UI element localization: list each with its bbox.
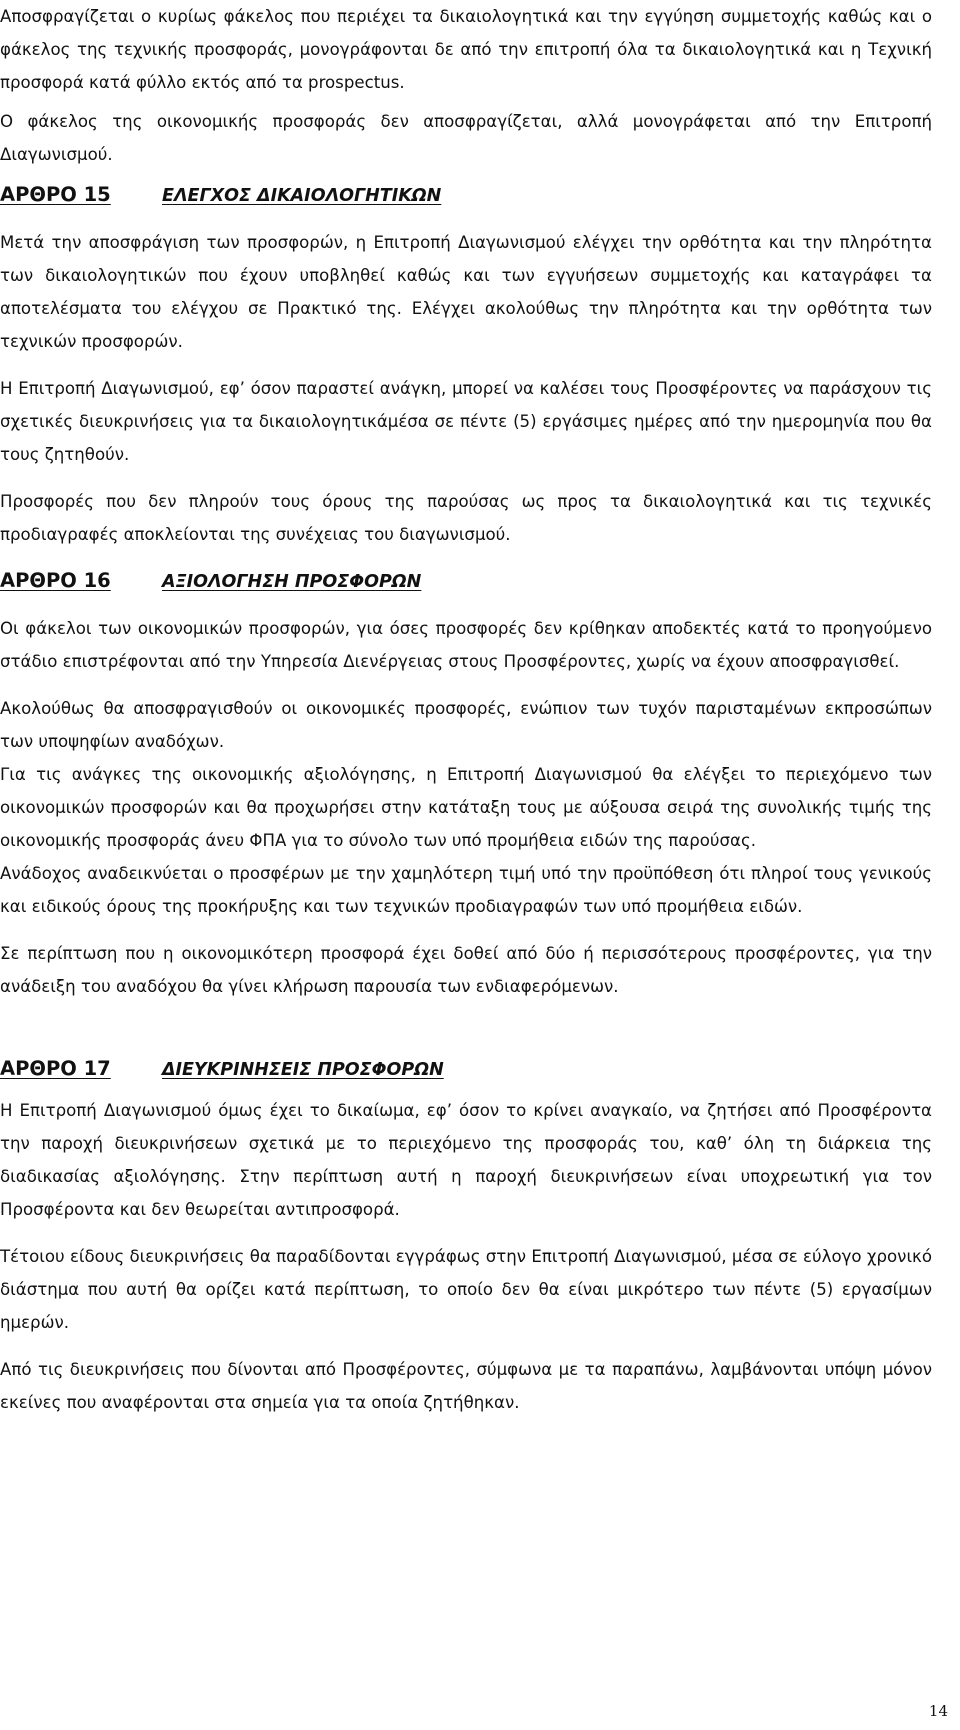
article-17-paragraph-1: Η Επιτροπή Διαγωνισμού όμως έχει το δικαίωμα, εφ’ όσον το κρίνει αναγκαίο, να ζητήσει από Προσφέροντα την παροχή διευκρινήσεων σχετικά με το περιεχόμενο της προσφοράς του, καθ’ όλη τη διάρκεια της διαδικασίας αξιολόγησης. Στην περίπτωση αυτή η παροχή διευκρινήσεων είναι υποχρεωτική για τον Προσφέροντα και δεν θεωρείται αντιπροσφορά. [0,1101,932,1219]
article-17-paragraph-2: Τέτοιου είδους διευκρινήσεις θα παραδίδονται εγγράφως στην Επιτροπή Διαγωνισμού, μέσα σε εύλογο χρονικό διάστημα που αυτή θα ορίζει κατά περίπτωση, το οποίο δεν θα είναι μικρότερο των πέντε (5) εργασίμων ημερών. [0,1247,932,1332]
article-17-section [0,1049,932,1419]
page-number: 14 [928,1702,948,1720]
article-16-heading [0,561,932,602]
intro-section [0,0,932,171]
article-15-number: ΑΡΘΡΟ 15 [0,183,111,206]
article-16-paragraph-2: Ακολούθως θα αποσφραγισθούν οι οικονομικές προσφορές, ενώπιον των τυχόν παρισταμένων εκπροσώπων των υποψηφίων αναδόχων. [0,699,932,751]
article-15-title: ΕΛΕΓΧΟΣ ΔΙΚΑΙΟΛΟΓΗΤΙΚΩΝ [162,186,442,206]
article-15-paragraph-2: Η Επιτροπή Διαγωνισμού, εφ’ όσον παραστεί ανάγκη, μπορεί να καλέσει τους Προσφέροντες να παράσχουν τις σχετικές διευκρινήσεις για τα δικαιολογητικάμέσα σε πέντε (5) εργάσιμες ημέρες από την ημερομηνία που θα τους ζητηθούν. [0,379,932,464]
article-15-paragraph-1: Μετά την αποσφράγιση των προσφορών, η Επιτροπή Διαγωνισμού ελέγχει την ορθότητα και την πληρότητα των δικαιολογητικών που έχουν υποβληθεί καθώς και των εγγυήσεων συμμετοχής και καταγράφει τα αποτελέσματα του ελέγχου σε Πρακτικό της. Ελέγχει ακολούθως την πληρότητα και την ορθότητα των τεχνικών προσφορών. [0,233,932,351]
article-16-number: ΑΡΘΡΟ 16 [0,569,111,592]
article-17-title: ΔΙΕΥΚΡΙΝΗΣΕΙΣ ΠΡΟΣΦΟΡΩΝ [162,1060,444,1080]
article-15-section [0,175,932,551]
article-16-paragraph-4: Ανάδοχος αναδεικνύεται ο προσφέρων με την χαμηλότερη τιμή υπό την προϋπόθεση ότι πληροί τους γενικούς και ειδικούς όρους της προκήρυξης και των τεχνικών προδιαγραφών των υπό προμήθεια ειδών. [0,864,932,916]
article-16-section [0,561,932,1003]
intro-paragraph-1: Αποσφραγίζεται ο κυρίως φάκελος που περιέχει τα δικαιολογητικά και την εγγύηση συμμετοχής καθώς και ο φάκελος της τεχνικής προσφοράς, μονογράφονται δε από την επιτροπή όλα τα δικαιολογητικά και η Τεχνική προσφορά κατά φύλλο εκτός από τα prospectus. [0,7,932,92]
article-16-title: ΑΞΙΟΛΟΓΗΣΗ ΠΡΟΣΦΟΡΩΝ [162,572,422,592]
article-16-paragraph-1: Οι φάκελοι των οικονομικών προσφορών, για όσες προσφορές δεν κρίθηκαν αποδεκτές κατά το προηγούμενο στάδιο επιστρέφονται από την Υπηρεσία Διενέργειας στους Προσφέροντες, χωρίς να έχουν αποσφραγισθεί. [0,619,932,671]
article-15-paragraph-3: Προσφορές που δεν πληρούν τους όρους της παρούσας ως προς τα δικαιολογητικά και τις τεχνικές προδιαγραφές αποκλείονται της συνέχειας του διαγωνισμού. [0,492,932,544]
article-17-paragraph-3: Από τις διευκρινήσεις που δίνονται από Προσφέροντες, σύμφωνα με τα παραπάνω, λαμβάνονται υπόψη μόνον εκείνες που αναφέρονται στα σημεία για τα οποία ζητήθηκαν. [0,1360,932,1412]
intro-paragraph-2: Ο φάκελος της οικονομικής προσφοράς δεν αποσφραγίζεται, αλλά μονογράφεται από την Επιτροπή Διαγωνισμού. [0,112,932,164]
article-16-paragraph-5: Σε περίπτωση που η οικονομικότερη προσφορά έχει δοθεί από δύο ή περισσότερους προσφέροντες, για την ανάδειξη του αναδόχου θα γίνει κλήρωση παρουσία των ενδιαφερόμενων. [0,944,932,996]
article-15-heading [0,175,932,216]
article-17-heading [0,1049,932,1090]
article-17-number: ΑΡΘΡΟ 17 [0,1057,111,1080]
article-16-paragraph-3: Για τις ανάγκες της οικονομικής αξιολόγησης, η Επιτροπή Διαγωνισμού θα ελέγξει το περιεχόμενο των οικονομικών προσφορών και θα προχωρήσει στην κατάταξη τους με αύξουσα σειρά της συνολικής τιμής της οικονομικής προσφοράς άνευ ΦΠΑ για το σύνολο των υπό προμήθεια ειδών της παρούσας. [0,765,932,850]
